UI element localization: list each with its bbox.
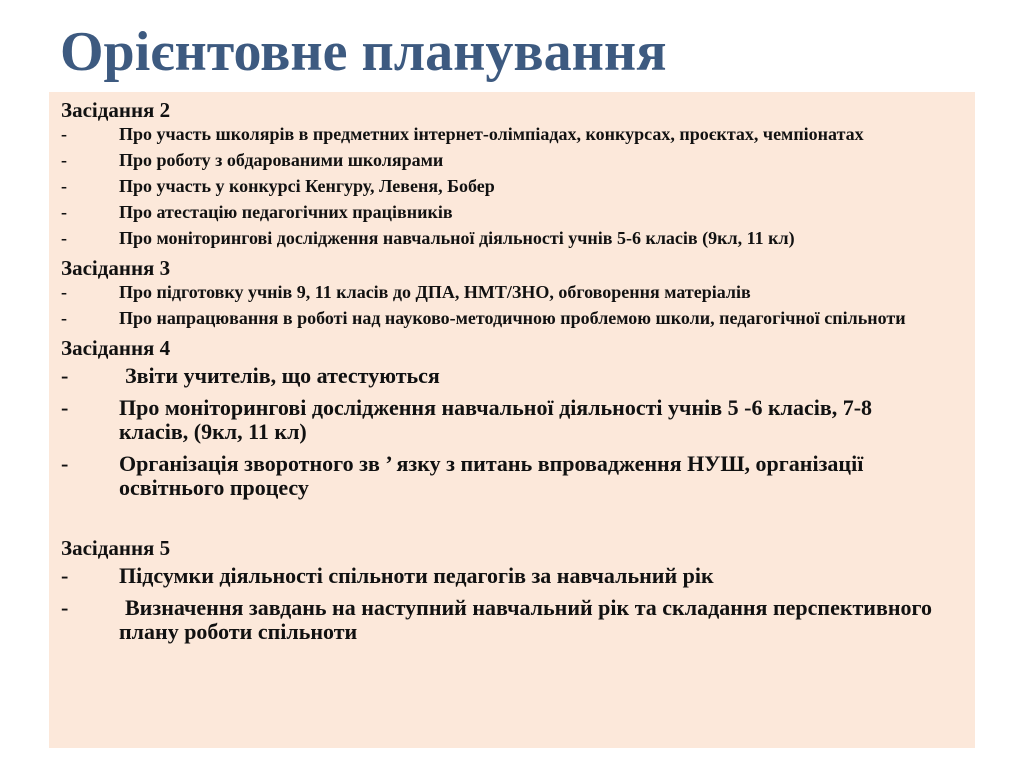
list-item	[61, 284, 945, 300]
bullet-dash: -	[61, 595, 69, 620]
bullet-dash: -	[61, 363, 69, 388]
spacer	[61, 508, 945, 534]
section-heading-3: Засідання 3	[61, 256, 171, 280]
list-item	[61, 596, 945, 644]
bullet-dash: -	[61, 563, 69, 588]
list-item-text: Визначення завдань на наступний навчальний рік та складання перспективного плану роботи спільноти	[119, 595, 932, 644]
section-heading-5: Засідання 5	[61, 536, 171, 560]
list-item-text: Організація зворотного зв ’ язку з питань впровадження НУШ, організації освітнього процесу	[119, 451, 864, 500]
list-item-text: Про роботу з обдарованими школярами	[119, 150, 444, 170]
bullet-dash: -	[61, 451, 69, 476]
content-box	[49, 92, 975, 748]
list-item-text: Про участь школярів в предметних інтернет-олімпіадах, конкурсах, проєктах, чемпіонатах	[119, 124, 864, 144]
list-item	[61, 126, 945, 142]
list-item	[61, 452, 945, 500]
section-heading-4: Засідання 4	[61, 336, 171, 360]
list-item	[61, 230, 945, 246]
bullet-dash: -	[61, 308, 67, 328]
list-item	[61, 204, 945, 220]
section-heading-2: Засідання 2	[61, 98, 171, 122]
bullet-dash: -	[61, 202, 67, 222]
page-title: Орієнтовне планування	[60, 21, 667, 83]
list-item	[61, 364, 945, 388]
bullet-dash: -	[61, 228, 67, 248]
bullet-dash: -	[61, 150, 67, 170]
bullet-dash: -	[61, 124, 67, 144]
list-item-text: Про атестацію педагогічних працівників	[119, 202, 453, 222]
list-item	[61, 310, 945, 326]
list-item	[61, 396, 945, 444]
bullet-dash: -	[61, 395, 69, 420]
list-item	[61, 152, 945, 168]
list-item	[61, 178, 945, 194]
list-item-text: Про моніторингові дослідження навчальної діяльності учнів 5 -6 класів, 7-8 класів, (9кл, 11 кл)	[119, 395, 873, 444]
list-item-text: Підсумки діяльності спільноти педагогів за навчальний рік	[119, 563, 714, 588]
list-item-text: Про моніторингові дослідження навчальної діяльності учнів 5-6 класів (9кл, 11 кл)	[119, 228, 795, 248]
list-item-text: Про напрацювання в роботі над науково-методичною проблемою школи, педагогічної спільноти	[119, 308, 906, 328]
bullet-dash: -	[61, 176, 67, 196]
list-item-text: Про підготовку учнів 9, 11 класів до ДПА, НМТ/ЗНО, обговорення матеріалів	[119, 282, 751, 302]
list-item-text: Про участь у конкурсі Кенгуру, Левеня, Бобер	[119, 176, 495, 196]
bullet-dash: -	[61, 282, 67, 302]
list-item-text: Звіти учителів, що атестуються	[125, 363, 440, 388]
list-item	[61, 564, 945, 588]
